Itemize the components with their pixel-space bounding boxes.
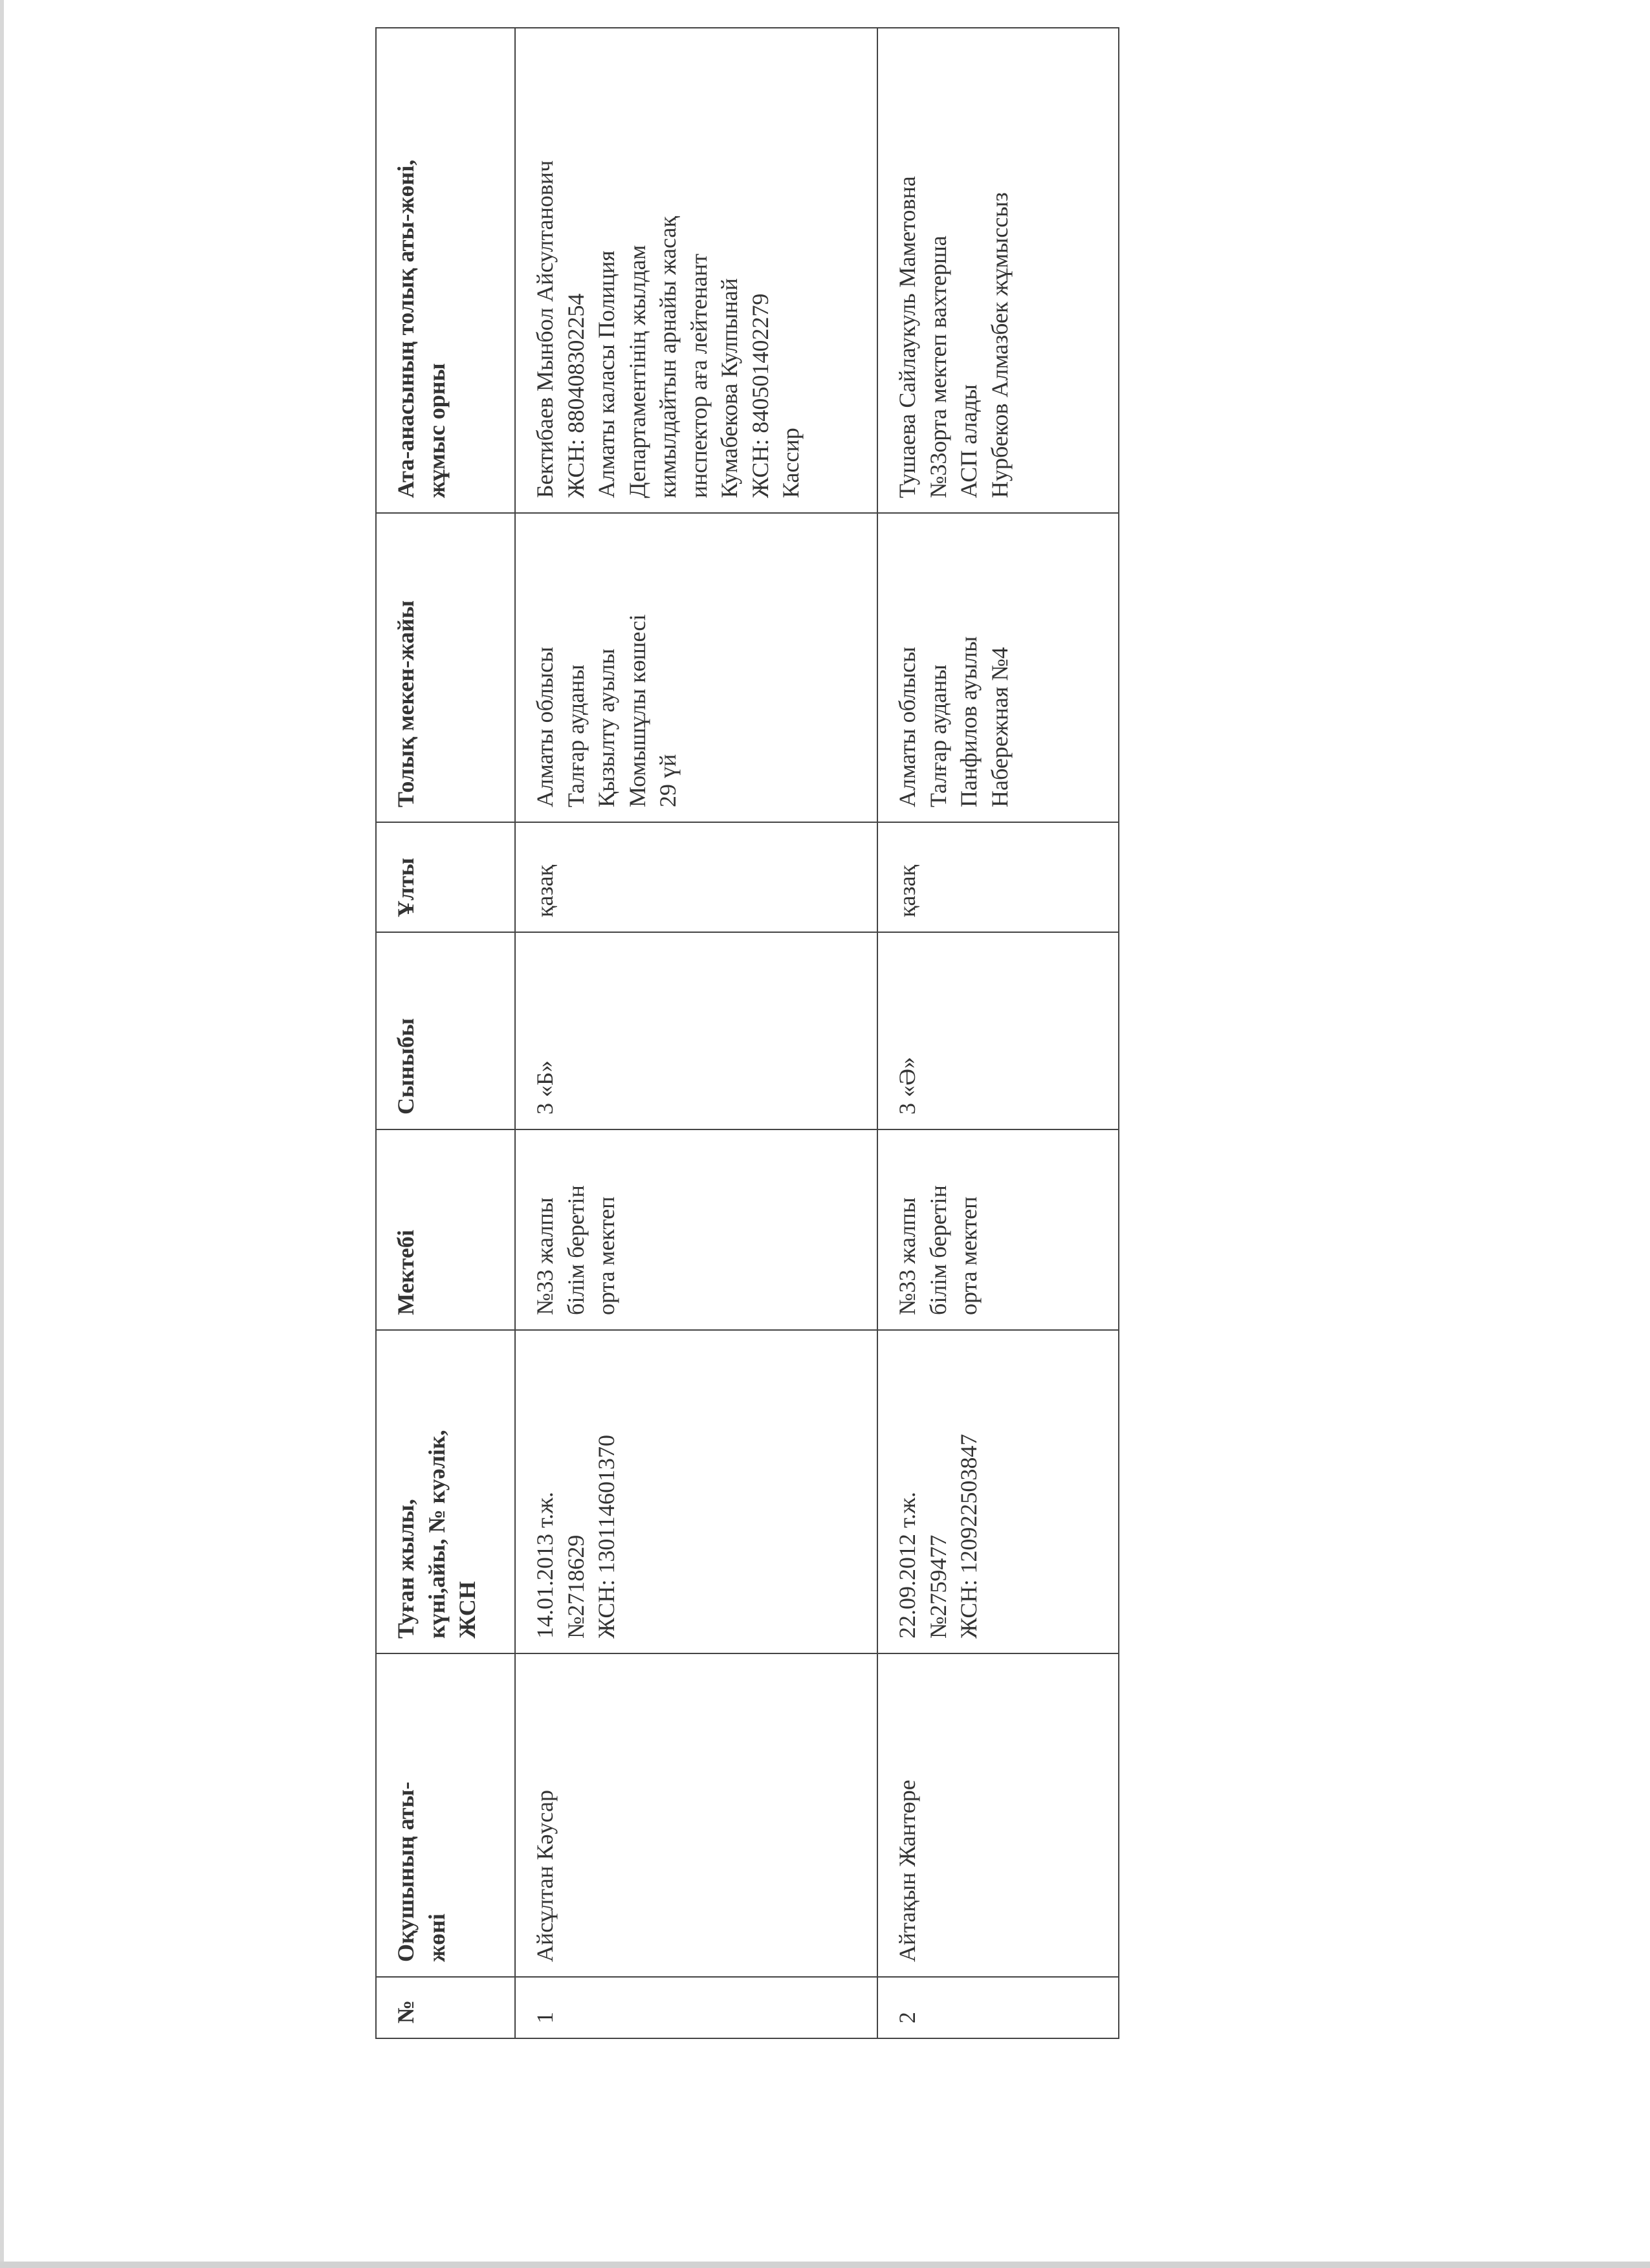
row-no xyxy=(515,1977,877,2038)
header-parents-line: Ата-анасының толық аты-жөні, xyxy=(393,159,419,498)
header-name-line: Оқушының аты- xyxy=(393,1782,419,1962)
row-parents xyxy=(877,28,1119,513)
header-parents xyxy=(376,28,515,513)
header-no-text: № xyxy=(393,2000,419,2023)
row-school xyxy=(515,1129,877,1330)
header-birth-line: Туған жылы, xyxy=(393,1499,419,1639)
header-birth-line: ЖСН xyxy=(454,1581,481,1639)
header-nationality-text: Ұлты xyxy=(393,858,419,917)
row-name-text: Айсұлтан Кәусар xyxy=(532,1789,558,1962)
header-no xyxy=(376,1977,515,2038)
row-address xyxy=(515,513,877,822)
school-line: білім беретін xyxy=(562,1185,589,1315)
header-parents-line: жұмыс орны xyxy=(423,363,450,498)
row-birth xyxy=(877,1330,1119,1653)
header-name xyxy=(376,1653,515,1977)
school-line: орта мектеп xyxy=(956,1196,982,1315)
parents-line: инспектор аға лейтенант xyxy=(685,254,712,498)
school-line: орта мектеп xyxy=(593,1196,620,1315)
header-birth xyxy=(376,1330,515,1653)
address-line: Алматы облысы xyxy=(532,646,558,807)
row-no-text: 1 xyxy=(532,2012,558,2023)
row-class xyxy=(877,932,1119,1129)
row-no xyxy=(877,1977,1119,2038)
parents-line: Департаментінің жылдам xyxy=(624,245,650,498)
row-nationality-text: қазақ xyxy=(532,864,558,917)
address-line: Талғар ауданы xyxy=(925,664,951,807)
birth-line: ЖСН: 130114601370 xyxy=(593,1434,620,1639)
scan-edge-bottom xyxy=(0,2262,1650,2268)
row-nationality xyxy=(877,822,1119,932)
header-birth-line: күні,айы, № куәлік, xyxy=(423,1430,450,1639)
header-address-text: Толық мекен-жайы xyxy=(393,600,419,807)
scan-edge-left xyxy=(0,0,4,2268)
header-address xyxy=(376,513,515,822)
parents-line: АСП алады xyxy=(956,384,982,498)
header-class-text: Сыныбы xyxy=(393,1018,419,1115)
birth-line: ЖСН: 120922503847 xyxy=(956,1434,982,1639)
address-line: 29 үй xyxy=(655,754,681,807)
address-line: Қызылту ауылы xyxy=(593,648,620,807)
parents-line: ЖСН: 840501402279 xyxy=(747,293,773,498)
header-row xyxy=(376,28,515,2038)
header-name-line: жөні xyxy=(423,1914,450,1962)
header-school xyxy=(376,1129,515,1330)
address-line: Талғар ауданы xyxy=(562,664,589,807)
parents-line: Бектибаев Мынбол Айсултанович xyxy=(532,160,558,498)
row-nationality-text: қазақ xyxy=(894,864,920,917)
row-nationality xyxy=(515,822,877,932)
table-row xyxy=(877,28,1119,2038)
birth-line: 14.01.2013 т.ж. xyxy=(532,1492,558,1639)
row-name-text: Айтақын Жантөре xyxy=(894,1780,920,1962)
row-birth xyxy=(515,1330,877,1653)
header-nationality xyxy=(376,822,515,932)
row-class xyxy=(515,932,877,1129)
row-class-text: 3 «Б» xyxy=(532,1060,558,1115)
school-line: №33 жалпы xyxy=(894,1197,920,1315)
parents-line: ЖСН: 880408302254 xyxy=(562,293,589,498)
rotated-table-wrapper xyxy=(375,28,1119,2039)
address-line: Набережная №4 xyxy=(986,647,1013,807)
school-line: білім беретін xyxy=(925,1185,951,1315)
table-row xyxy=(515,28,877,2038)
students-table xyxy=(375,27,1119,2039)
row-name xyxy=(877,1653,1119,1977)
parents-line: кимылдайтын арнайы жасақ xyxy=(655,216,681,498)
row-school xyxy=(877,1129,1119,1330)
parents-line: №33орта мектеп вахтерша xyxy=(925,235,951,498)
header-class xyxy=(376,932,515,1129)
parents-line: Кассир xyxy=(778,428,804,498)
row-address xyxy=(877,513,1119,822)
school-line: №33 жалпы xyxy=(532,1197,558,1315)
parents-line: Тушаева Сайлаукуль Маметовна xyxy=(894,176,920,498)
header-school-text: Мектебі xyxy=(393,1230,419,1315)
parents-line: Нурбеков Алмазбек жұмыссыз xyxy=(986,192,1013,498)
row-name xyxy=(515,1653,877,1977)
row-parents xyxy=(515,28,877,513)
birth-line: №2759477 xyxy=(925,1534,951,1639)
parents-line: Алматы каласы Полиция xyxy=(593,250,620,498)
address-line: Панфилов ауылы xyxy=(956,636,982,807)
parents-line: Кумабекова Кулпынай xyxy=(716,278,743,498)
birth-line: 22.09.2012 т.ж. xyxy=(894,1492,920,1639)
row-no-text: 2 xyxy=(894,2012,920,2023)
address-line: Алматы облысы xyxy=(894,646,920,807)
address-line: Момышұлы көшесі xyxy=(624,614,650,807)
birth-line: №2718629 xyxy=(562,1534,589,1639)
row-class-text: 3 «Ә» xyxy=(894,1057,920,1115)
